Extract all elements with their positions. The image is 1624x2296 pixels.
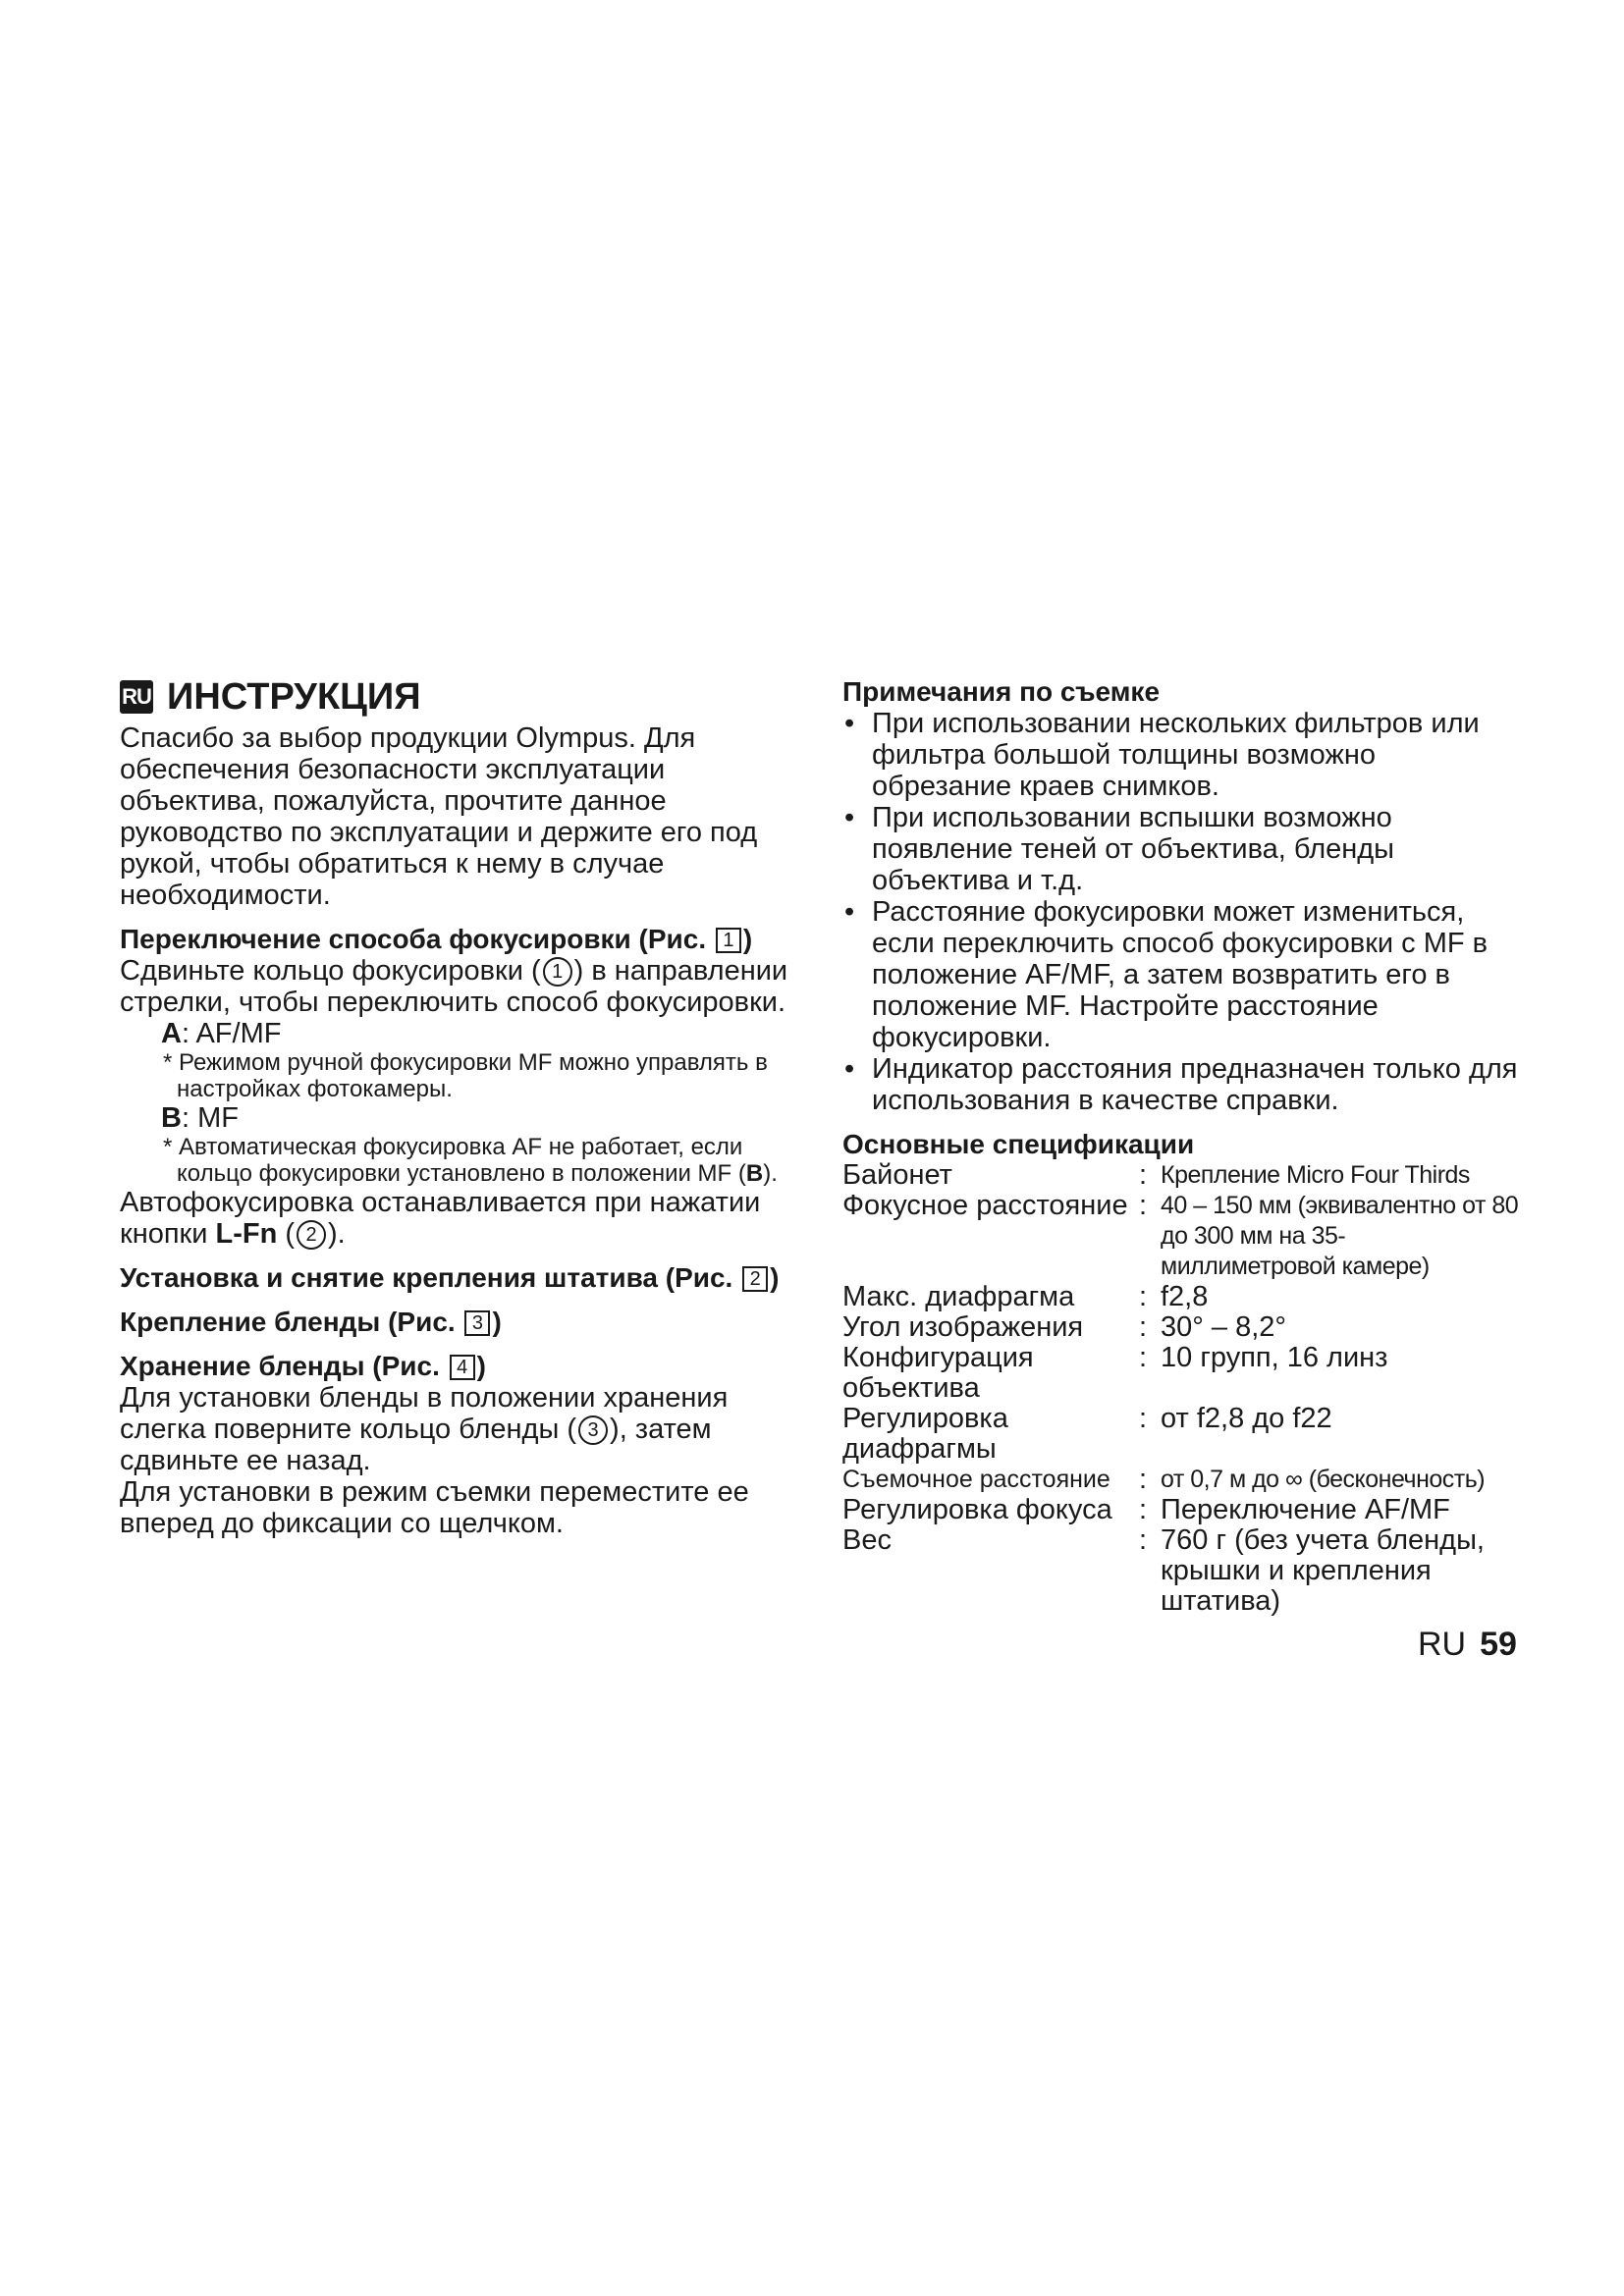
note-mode-b: * Автоматическая фокусировка AF не работает, если кольцо фокусировки установлено в положении MF (B). <box>163 1134 778 1187</box>
figure-ref-1: 1 <box>716 928 741 953</box>
language-badge: RU <box>120 680 153 714</box>
focus-switch-text: Сдвиньте кольцо фокусировки ( 1 ) в направлении стрелки, чтобы переключить способ фокусировки. <box>120 955 788 1018</box>
spec-mount: Байонет : Крепление Micro Four Thirds <box>842 1159 1470 1191</box>
left-column <box>120 675 797 1539</box>
callout-circle-3: 3 <box>578 1415 608 1445</box>
spec-focal-length: Фокусное расстояние : 40 – 150 мм (эквивалентно от 80 до 300 мм на 35-миллиметровой камере) <box>842 1190 1519 1280</box>
list-item: • При использовании нескольких фильтров или фильтра большой толщины возможно обрезание краев снимков. <box>844 708 1480 802</box>
page-number-value: 59 <box>1480 1626 1517 1663</box>
hood-shoot-text: Для установки в режим съемки переместите ее вперед до фиксации со щелчком. <box>120 1476 749 1539</box>
hood-store-text: Для установки бленды в положении хранения слегка поверните кольцо бленды ( 3 ), затем сдвиньте ее назад. <box>120 1382 729 1476</box>
callout-circle-1: 1 <box>543 957 572 987</box>
spec-angle-of-view: Угол изображения : 30° – 8,2° <box>842 1311 1287 1343</box>
bullet-icon: • <box>844 1053 855 1085</box>
figure-ref-4: 4 <box>450 1355 475 1380</box>
bullet-icon: • <box>844 896 855 928</box>
callout-circle-2: 2 <box>297 1220 326 1250</box>
spec-weight: Вес : 760 г (без учета бленды, крышки и крепления штатива) <box>842 1524 1485 1617</box>
figure-ref-3: 3 <box>464 1310 490 1336</box>
note-mode-a: * Режимом ручной фокусировки MF можно управлять в настройках фотокамеры. <box>163 1049 768 1102</box>
af-stop-text: Автофокусировка останавливается при нажатии кнопки L-Fn ( 2 ). <box>120 1187 761 1250</box>
specs-heading: Основные спецификации <box>842 1129 1195 1159</box>
page-title <box>120 675 797 719</box>
mode-a: A: AF/MF <box>161 1018 282 1049</box>
bullet-icon: • <box>844 802 855 833</box>
list-item: • Индикатор расстояния предназначен только для использования в качестве справки. <box>844 1053 1518 1116</box>
spec-shooting-distance: Съемочное расстояние : от 0,7 м до ∞ (бесконечность) <box>842 1464 1486 1495</box>
right-column <box>842 675 1520 1617</box>
bullet-icon: • <box>844 708 855 739</box>
spec-lens-config: Конфигурация объектива : 10 групп, 16 линз <box>842 1342 1388 1404</box>
focus-switch-heading: Переключение способа фокусировки (Рис. 1 ) <box>120 924 753 954</box>
list-item: • Расстояние фокусировки может измениться, если переключить способ фокусировки с MF в положение AF/MF, а затем возвратить его в положение MF. Настройте расстояние фокусировки. <box>844 896 1489 1053</box>
tripod-heading: Установка и снятие крепления штатива (Рис. 2 ) <box>120 1262 780 1293</box>
intro-text: Спасибо за выбор продукции Olympus. Для обеспечения безопасности эксплуатации объектива, пожалуйста, прочтите данное руководство по эксплуатации и держите его под рукой, чтобы обратиться к нему в случае необходимости. <box>120 722 758 911</box>
spec-max-aperture: Макс. диафрагма : f2,8 <box>842 1281 1209 1312</box>
page-lang: RU <box>1418 1626 1467 1663</box>
hood-attach-heading: Крепление бленды (Рис. 3 ) <box>120 1307 502 1337</box>
figure-ref-2: 2 <box>742 1266 768 1292</box>
page-number <box>1418 1626 1517 1664</box>
spec-aperture-range: Регулировка диафрагмы : от f2,8 до f22 <box>842 1403 1332 1465</box>
title-text: ИНСТРУКЦИЯ <box>167 676 421 718</box>
list-item: • При использовании вспышки возможно появление теней от объектива, бленды объектива и т.д. <box>844 802 1395 896</box>
hood-store-heading: Хранение бленды (Рис. 4 ) <box>120 1351 486 1381</box>
notes-heading: Примечания по съемке <box>842 676 1161 707</box>
mode-b: B: MF <box>161 1102 239 1134</box>
spec-focus-adjust: Регулировка фокуса : Переключение AF/MF <box>842 1494 1450 1525</box>
